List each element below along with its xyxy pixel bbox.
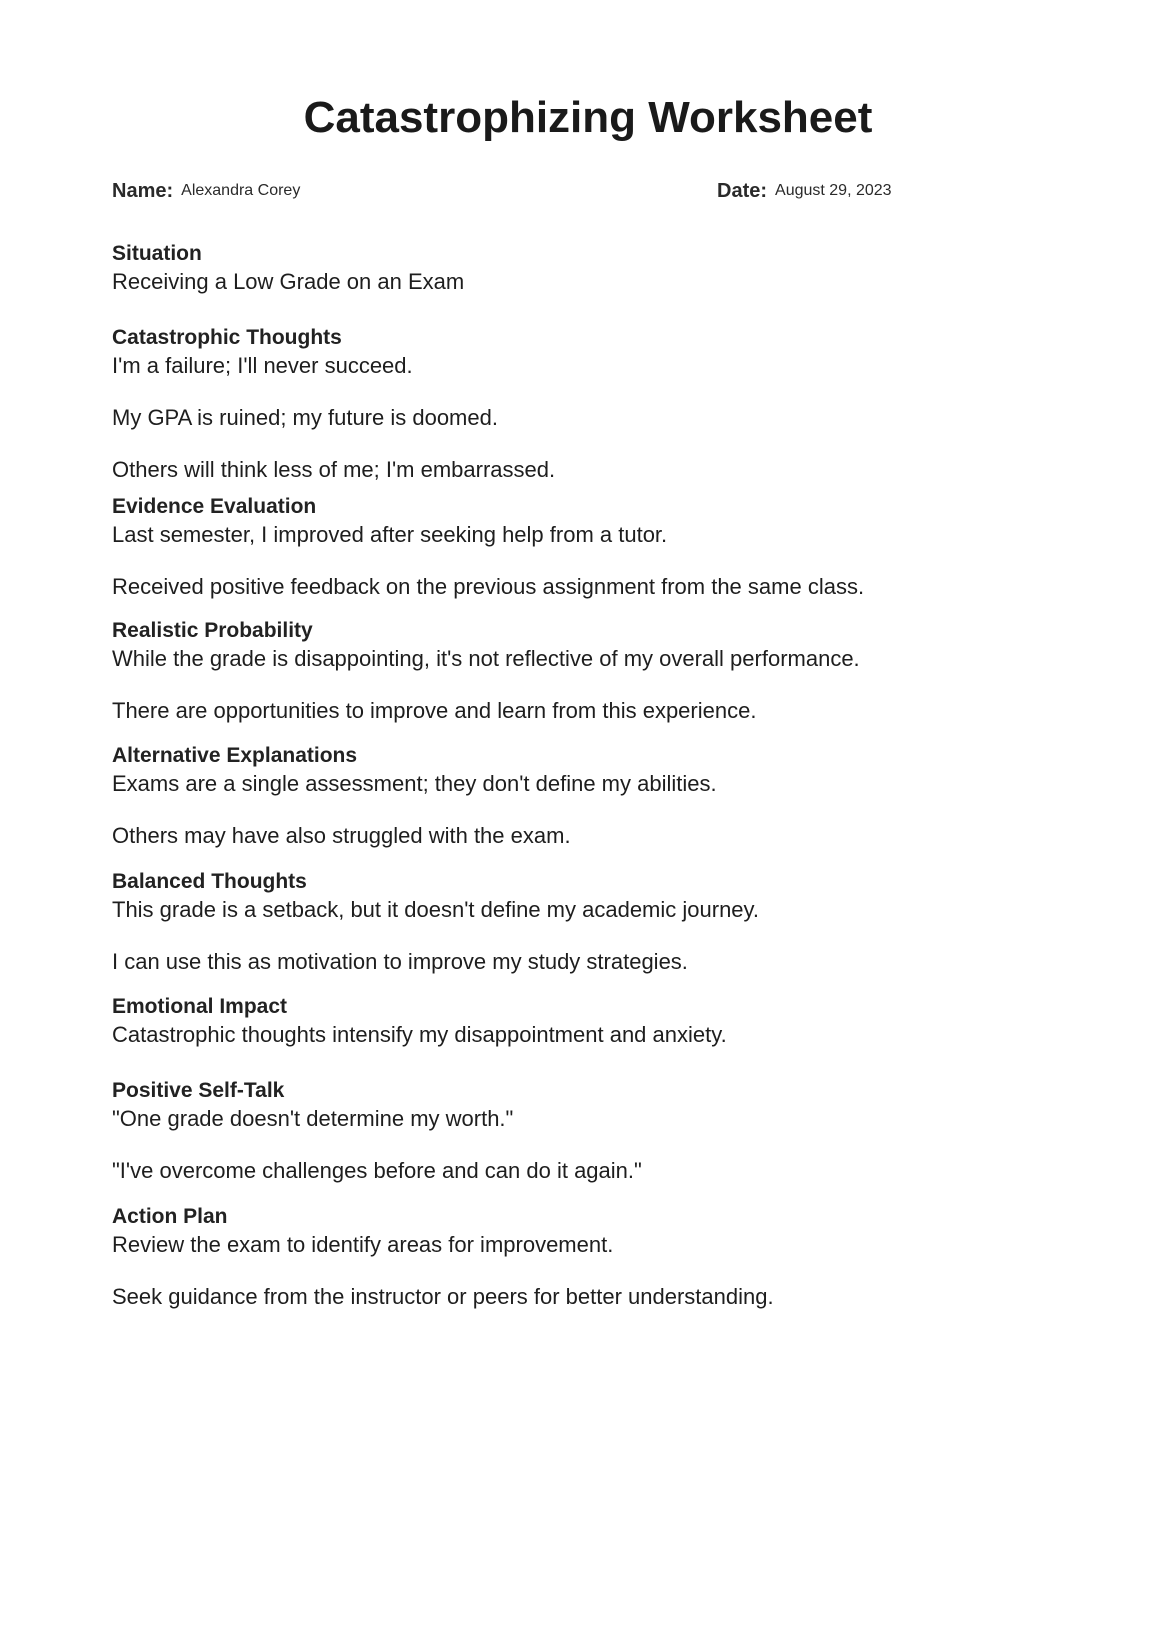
date-label: Date:: [717, 180, 768, 202]
section-realistic-probability: [112, 617, 1072, 725]
section-emotional-impact: [112, 993, 1072, 1049]
section-heading: Emotional Impact: [112, 995, 288, 1018]
section-line: Others may have also struggled with the exam.: [112, 823, 571, 848]
section-heading: Realistic Probability: [112, 619, 313, 642]
section-line: This grade is a setback, but it doesn't define my academic journey.: [112, 897, 760, 922]
section-line: Receiving a Low Grade on an Exam: [112, 269, 465, 294]
page-title: Catastrophizing Worksheet: [303, 93, 873, 142]
section-line: There are opportunities to improve and learn from this experience.: [112, 698, 757, 723]
section-line: Review the exam to identify areas for improvement.: [112, 1232, 614, 1257]
section-line: Catastrophic thoughts intensify my disappointment and anxiety.: [112, 1022, 727, 1047]
name-value: Alexandra Corey: [181, 182, 301, 199]
date-field: [717, 180, 892, 203]
section-line: "One grade doesn't determine my worth.": [112, 1106, 514, 1131]
section-positive-self-talk: [112, 1077, 1072, 1185]
section-catastrophic-thoughts: [112, 324, 1072, 484]
section-heading: Balanced Thoughts: [112, 870, 307, 893]
section-line: My GPA is ruined; my future is doomed.: [112, 405, 498, 430]
name-label: Name:: [112, 180, 174, 202]
section-situation: [112, 240, 1072, 296]
section-balanced-thoughts: [112, 868, 1072, 976]
section-line: Seek guidance from the instructor or peers for better understanding.: [112, 1284, 774, 1309]
section-line: I can use this as motivation to improve my study strategies.: [112, 949, 688, 974]
section-line: Received positive feedback on the previous assignment from the same class.: [112, 574, 865, 599]
section-line: Exams are a single assessment; they don't define my abilities.: [112, 771, 717, 796]
section-evidence-evaluation: [112, 493, 1072, 601]
section-line: Last semester, I improved after seeking help from a tutor.: [112, 522, 668, 547]
section-line: Others will think less of me; I'm embarrassed.: [112, 457, 556, 482]
section-line: While the grade is disappointing, it's not reflective of my overall performance.: [112, 646, 860, 671]
section-line: I'm a failure; I'll never succeed.: [112, 353, 413, 378]
section-heading: Catastrophic Thoughts: [112, 326, 342, 349]
section-heading: Positive Self-Talk: [112, 1079, 285, 1102]
section-action-plan: [112, 1203, 1072, 1311]
section-alternative-explanations: [112, 742, 1072, 850]
section-heading: Situation: [112, 242, 202, 265]
name-field: [112, 180, 300, 203]
section-line: "I've overcome challenges before and can do it again.": [112, 1158, 642, 1183]
section-heading: Evidence Evaluation: [112, 495, 317, 518]
date-value: August 29, 2023: [775, 182, 892, 199]
section-heading: Alternative Explanations: [112, 744, 358, 767]
section-heading: Action Plan: [112, 1205, 228, 1228]
